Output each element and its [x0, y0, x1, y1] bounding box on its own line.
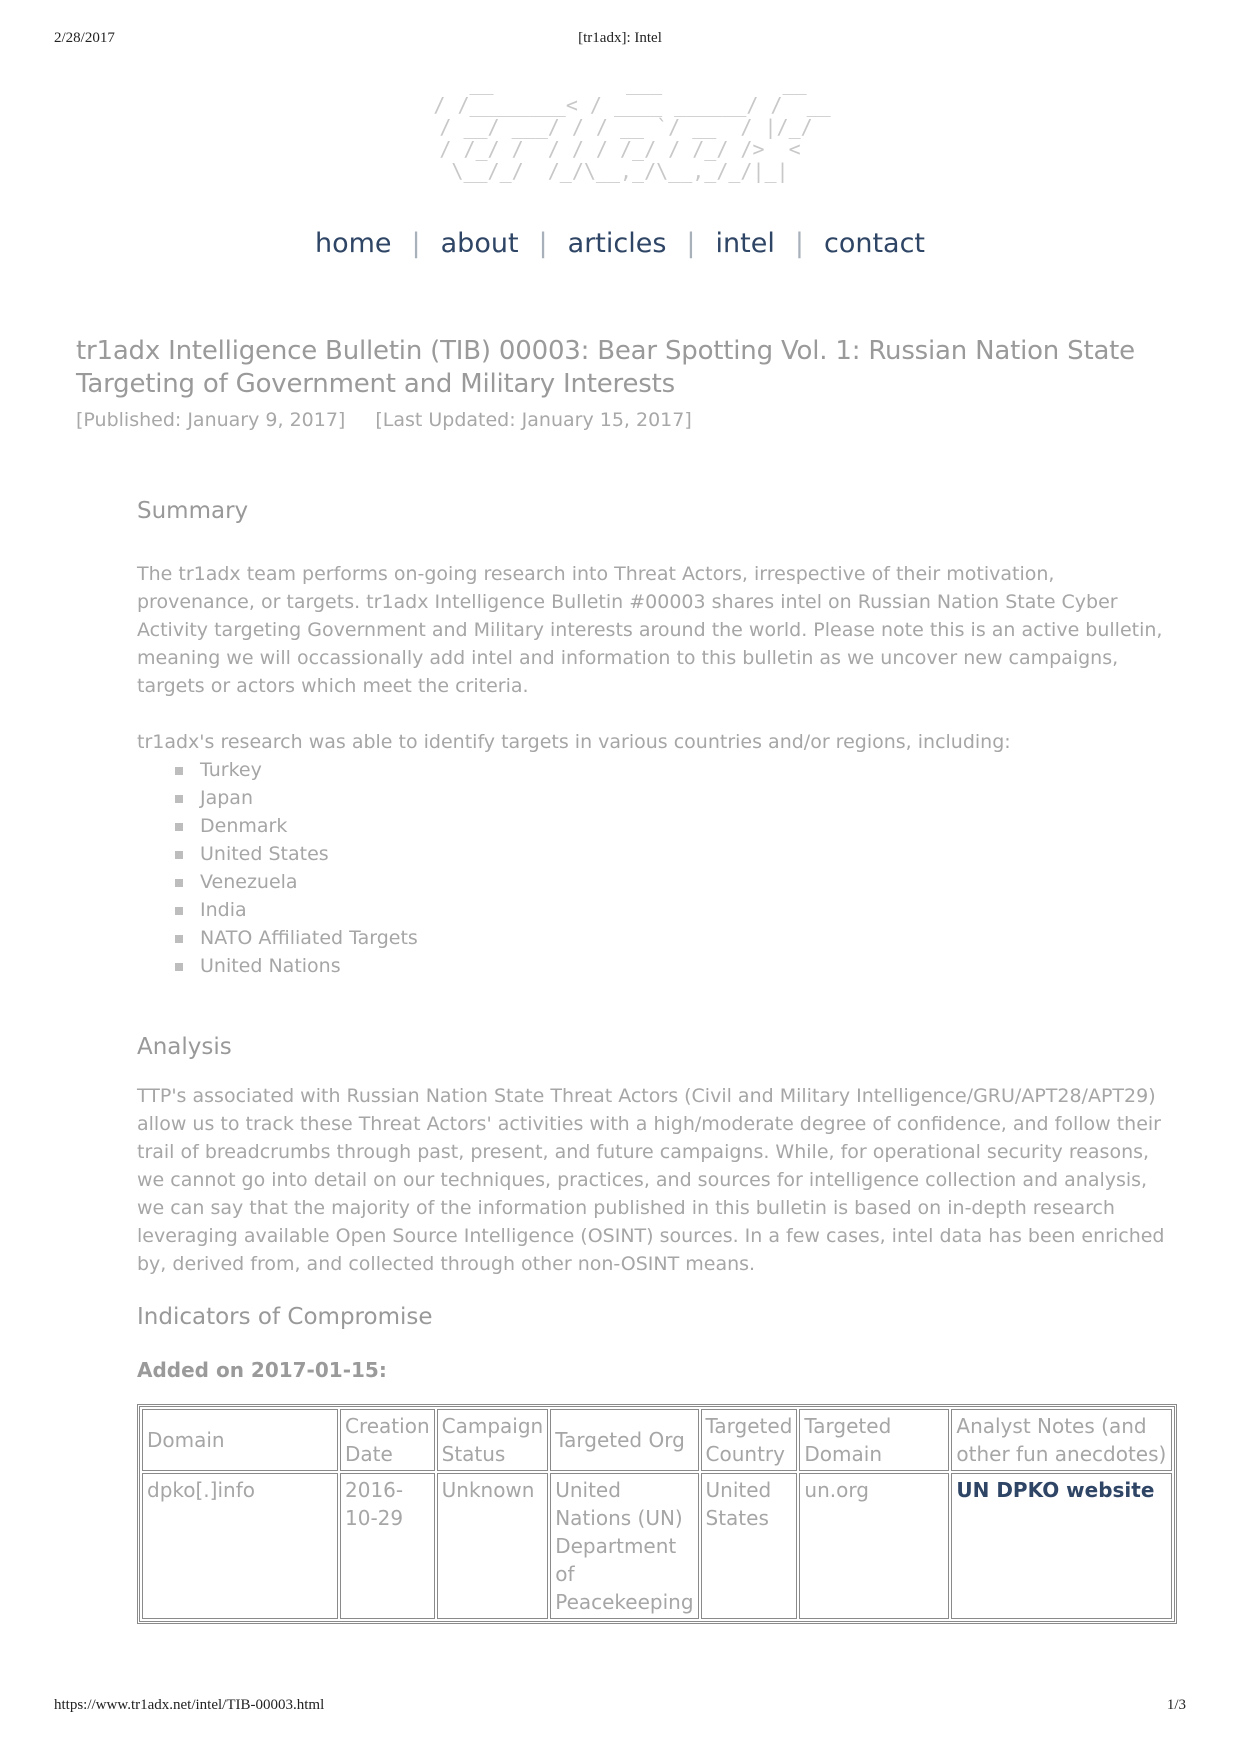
list-item: Venezuela	[137, 868, 1170, 896]
article-header	[76, 335, 1170, 431]
analysis-heading: Analysis	[137, 1034, 232, 1060]
domain-cell: dpko[.]info	[142, 1473, 338, 1619]
list-item: United States	[137, 840, 1170, 868]
ioc-added-date: Added on 2017-01-15:	[137, 1358, 387, 1382]
print-title: [tr1adx]: Intel	[578, 30, 662, 46]
targeted-domain-cell: un.org	[799, 1473, 949, 1619]
ioc-heading: Indicators of Compromise	[137, 1304, 433, 1330]
nav-separator: |	[411, 228, 421, 259]
analysis-paragraph: TTP's associated with Russian Nation State Threat Actors (Civil and Military Intelligence/GRU/APT28/APT29) allow us to track these Threat Actors' activities with a high/moderate degree of confidence, and follow their trail of breadcrumbs through past, present, and future campaigns. While, for operational security reasons, we cannot go into detail on our techniques, practices, and sources for intelligence collection and analysis, we can say that the majority of the information published in this bulletin is based on in-depth research leveraging available Open Source Intelligence (OSINT) sources. In a few cases, intel data has been enriched by, derived from, and collected through other non-OSINT means.	[137, 1085, 1165, 1275]
article-body	[137, 498, 1170, 1624]
ioc-table	[137, 1404, 1177, 1624]
column-header: Domain	[142, 1409, 338, 1471]
print-date: 2/28/2017	[54, 30, 115, 46]
list-item: Turkey	[137, 756, 1170, 784]
table-header-row	[142, 1409, 1172, 1471]
column-header: Campaign Status	[437, 1409, 549, 1471]
column-header: Creation Date	[340, 1409, 435, 1471]
published-date: [Published: January 9, 2017]	[76, 409, 346, 431]
nav-separator: |	[538, 228, 548, 259]
nav-separator: |	[794, 228, 804, 259]
main-nav	[0, 228, 1240, 259]
print-url: https://www.tr1adx.net/intel/TIB-00003.html	[54, 1697, 325, 1713]
summary-heading: Summary	[137, 498, 249, 524]
targeted-org-cell: United Nations (UN) Department of Peacekeeping	[550, 1473, 698, 1619]
list-item: United Nations	[137, 952, 1170, 980]
updated-date: [Last Updated: January 15, 2017]	[375, 409, 692, 431]
list-item: NATO Affiliated Targets	[137, 924, 1170, 952]
column-header: Targeted Country	[701, 1409, 798, 1471]
column-header: Targeted Org	[550, 1409, 698, 1471]
article-dates	[76, 409, 1170, 431]
creation-date-cell: 2016-10-29	[340, 1473, 435, 1619]
site-logo[interactable]: __ ___ __ / /________< / ____ ______/ / __ / __/ ___/ / / __ `/ __ / |/_/ / /_/ / / / / /_/ / /_/ /> < \__/_/ /_/\__,_/\__,_/_/|_|	[433, 71, 831, 183]
print-page-number: 1/3	[1166, 1697, 1186, 1713]
list-item: Japan	[137, 784, 1170, 812]
nav-articles-link[interactable]: articles	[567, 228, 667, 259]
nav-intel-link[interactable]: intel	[715, 228, 775, 259]
nav-about-link[interactable]: about	[440, 228, 519, 259]
column-header: Analyst Notes (and other fun anecdotes)	[951, 1409, 1172, 1471]
nav-contact-link[interactable]: contact	[823, 228, 926, 259]
nav-home-link[interactable]: home	[314, 228, 392, 259]
analyst-notes-link[interactable]: UN DPKO website	[956, 1478, 1155, 1502]
list-item: Denmark	[137, 812, 1170, 840]
table-row	[142, 1473, 1172, 1619]
nav-separator: |	[686, 228, 696, 259]
article-title: tr1adx Intelligence Bulletin (TIB) 00003: Bear Spotting Vol. 1: Russian Nation State Targeting of Government and Military Interests	[76, 336, 1135, 399]
column-header: Targeted Domain	[799, 1409, 949, 1471]
status-cell: Unknown	[437, 1473, 549, 1619]
list-item: India	[137, 896, 1170, 924]
targets-intro: tr1adx's research was able to identify targets in various countries and/or regions, including:	[137, 731, 1011, 753]
targeted-country-cell: United States	[701, 1473, 798, 1619]
analyst-notes-cell	[951, 1473, 1172, 1619]
summary-paragraph: The tr1adx team performs on-going research into Threat Actors, irrespective of their motivation, provenance, or targets. tr1adx Intelligence Bulletin #00003 shares intel on Russian Nation State Cyber Activity targeting Government and Military interests around the world. Please note this is an active bulletin, meaning we will occassionally add intel and information to this bulletin as we uncover new campaigns, targets or actors which meet the criteria.	[137, 563, 1163, 697]
targets-list	[137, 756, 1170, 980]
